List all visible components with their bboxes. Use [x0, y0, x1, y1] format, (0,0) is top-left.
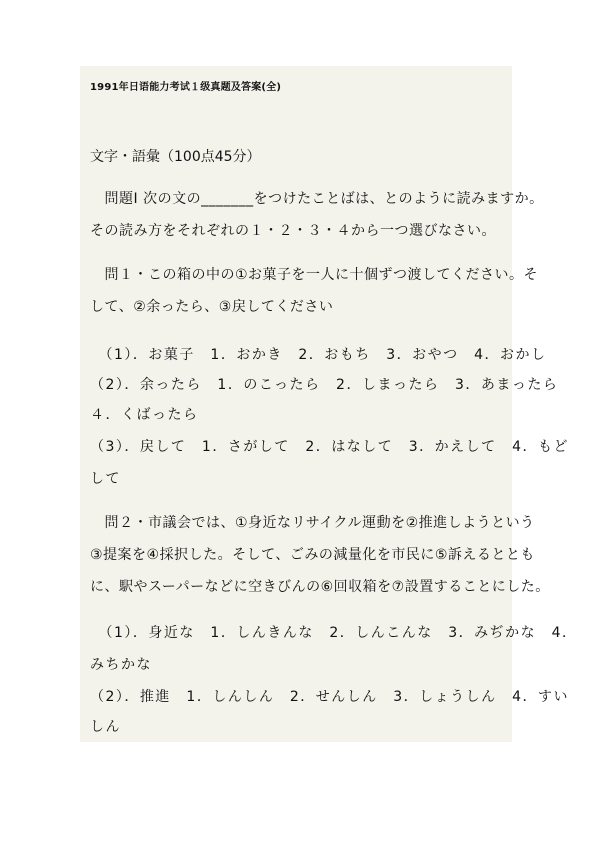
q1-option-3: （3）．戻して 1．さがして 2．はなして 3．かえして 4．もど	[90, 439, 570, 455]
section-title: 文字・語彙（100点45分）	[90, 149, 261, 165]
q1-text-line-2: して、②余ったら、③戻してください	[90, 299, 334, 315]
instruction-line-1: 問題Ⅰ 次の文の_______をつけたことばは、とのように読みますか。	[90, 191, 544, 207]
document-page	[80, 66, 578, 742]
q2-option-2: （2）．推進 1．しんしん 2．せんしん 3．しょうしん 4．すい	[90, 689, 570, 705]
q2-text-line-1: 問２・市議会では、①身近なリサイクル運動を②推進しようという	[90, 515, 535, 531]
instruction-line-2: その読み方をそれぞれの１・２・３・４から一つ選びなさい。	[90, 223, 496, 239]
document-header: 1991年日语能力考试１级真题及答案(全)	[90, 82, 282, 93]
q1-option-2-cont: ４．くばったら	[90, 407, 199, 423]
q1-option-2: （2）．余ったら 1．のこったら 2．しまったら 3．あまったら	[90, 377, 559, 393]
q1-option-1: （1）．お菓子 1．おかき 2．おもち 3．おやつ 4．おかし	[90, 347, 547, 363]
q2-text-line-3: に、駅やスーパーなどに空きびんの⑥回収箱を⑦設置することにした。	[90, 579, 550, 595]
q2-option-1: （1）．身近な 1．しんきんな 2．しんこんな 3．みぢかな 4．	[90, 625, 578, 641]
q2-text-line-2: ③提案を④採択した。そして、ごみの減量化を市民に⑤訴えるととも	[90, 547, 535, 563]
q1-option-3-cont: して	[90, 471, 121, 487]
q2-option-2-cont: しん	[90, 719, 121, 735]
q1-text-line-1: 問１・この箱の中の①お菓子を一人に十個ずつ渡してください。そ	[90, 267, 539, 283]
q2-option-1-cont: みちかな	[90, 657, 152, 673]
